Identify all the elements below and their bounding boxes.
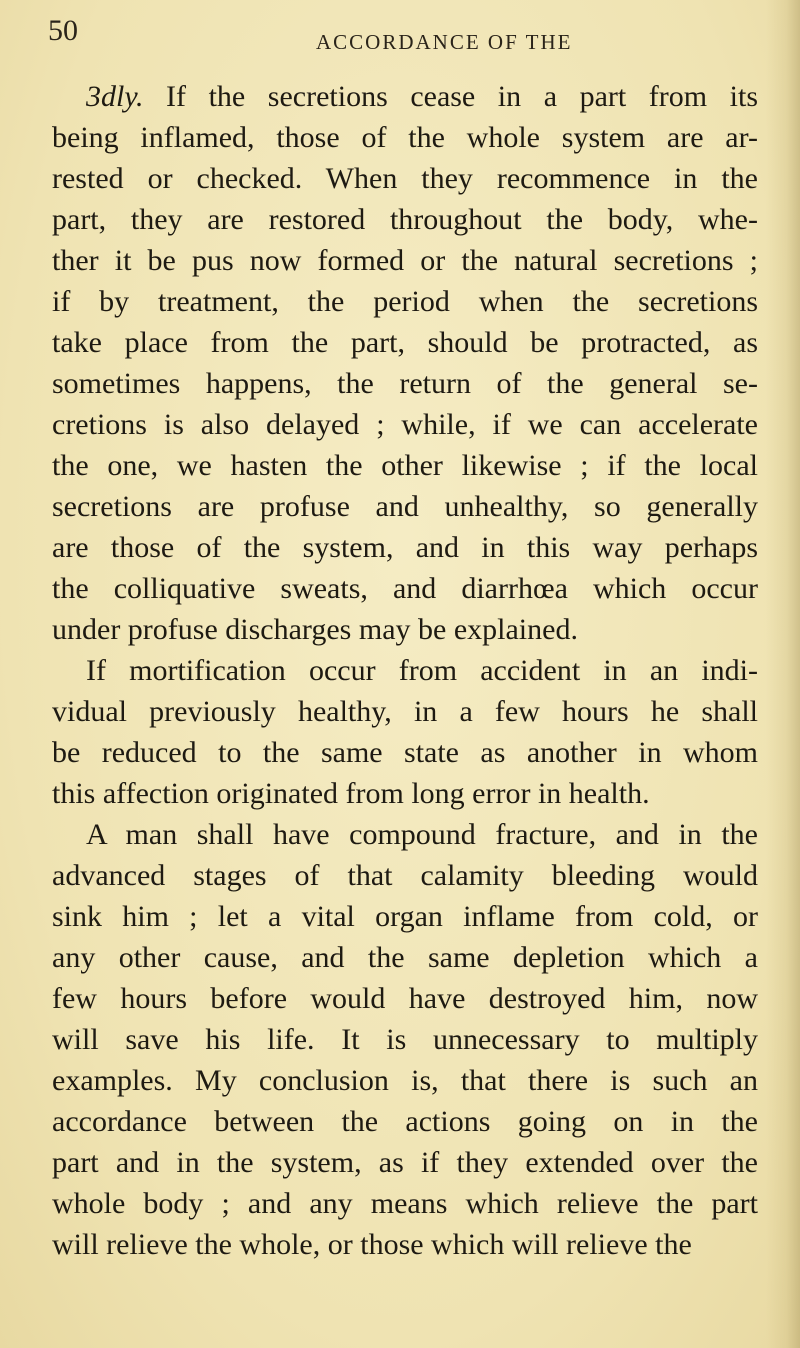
text-line: any other cause, and the same depletion which a (52, 941, 758, 974)
text-line: this affection originated from long error in health. (52, 777, 650, 810)
body-text (52, 76, 758, 1265)
text-line: few hours before would have destroyed him, now (52, 982, 758, 1015)
page-edge-shadow (766, 0, 800, 1348)
text-line: cretions is also delayed ; while, if we can accelerate (52, 408, 758, 441)
text-line: are those of the system, and in this way perhaps (52, 531, 758, 564)
text-line: the colliquative sweats, and diarrhœa which occur (52, 572, 758, 605)
running-head: ACCORDANCE OF THE (316, 30, 573, 54)
text-line: A man shall have compound fracture, and in the (86, 818, 758, 851)
page-number: 50 (48, 14, 78, 47)
text-line: accordance between the actions going on in the (52, 1105, 758, 1138)
lead-italic: 3dly. (86, 80, 144, 113)
page-header (48, 14, 748, 54)
text-line: ther it be pus now formed or the natural secretions ; (52, 244, 758, 277)
text-line: sink him ; let a vital organ inflame from cold, or (52, 900, 758, 933)
text-line: will relieve the whole, or those which will relieve the (52, 1228, 692, 1261)
text-line: if by treatment, the period when the secretions (52, 285, 758, 318)
text-line: under profuse discharges may be explained. (52, 613, 578, 646)
text-line: vidual previously healthy, in a few hours he shall (52, 695, 758, 728)
text-line: rested or checked. When they recommence in the (52, 162, 758, 195)
text-line: advanced stages of that calamity bleeding would (52, 859, 758, 892)
text-line: 3dly. If the secretions cease in a part from its (86, 80, 758, 113)
text-line: part, they are restored throughout the body, whe- (52, 203, 758, 236)
text-line: part and in the system, as if they extended over the (52, 1146, 758, 1179)
text-line: will save his life. It is unnecessary to multiply (52, 1023, 758, 1056)
text-line: the one, we hasten the other likewise ; if the local (52, 449, 758, 482)
text-line: sometimes happens, the return of the general se- (52, 367, 758, 400)
text-line: If mortification occur from accident in an indi- (86, 654, 758, 687)
text-line: take place from the part, should be protracted, as (52, 326, 758, 359)
text-line: secretions are profuse and unhealthy, so generally (52, 490, 758, 523)
text-line: examples. My conclusion is, that there is such an (52, 1064, 758, 1097)
text-line: whole body ; and any means which relieve the part (52, 1187, 758, 1220)
text-line: being inflamed, those of the whole system are ar- (52, 121, 758, 154)
text-line: be reduced to the same state as another in whom (52, 736, 758, 769)
